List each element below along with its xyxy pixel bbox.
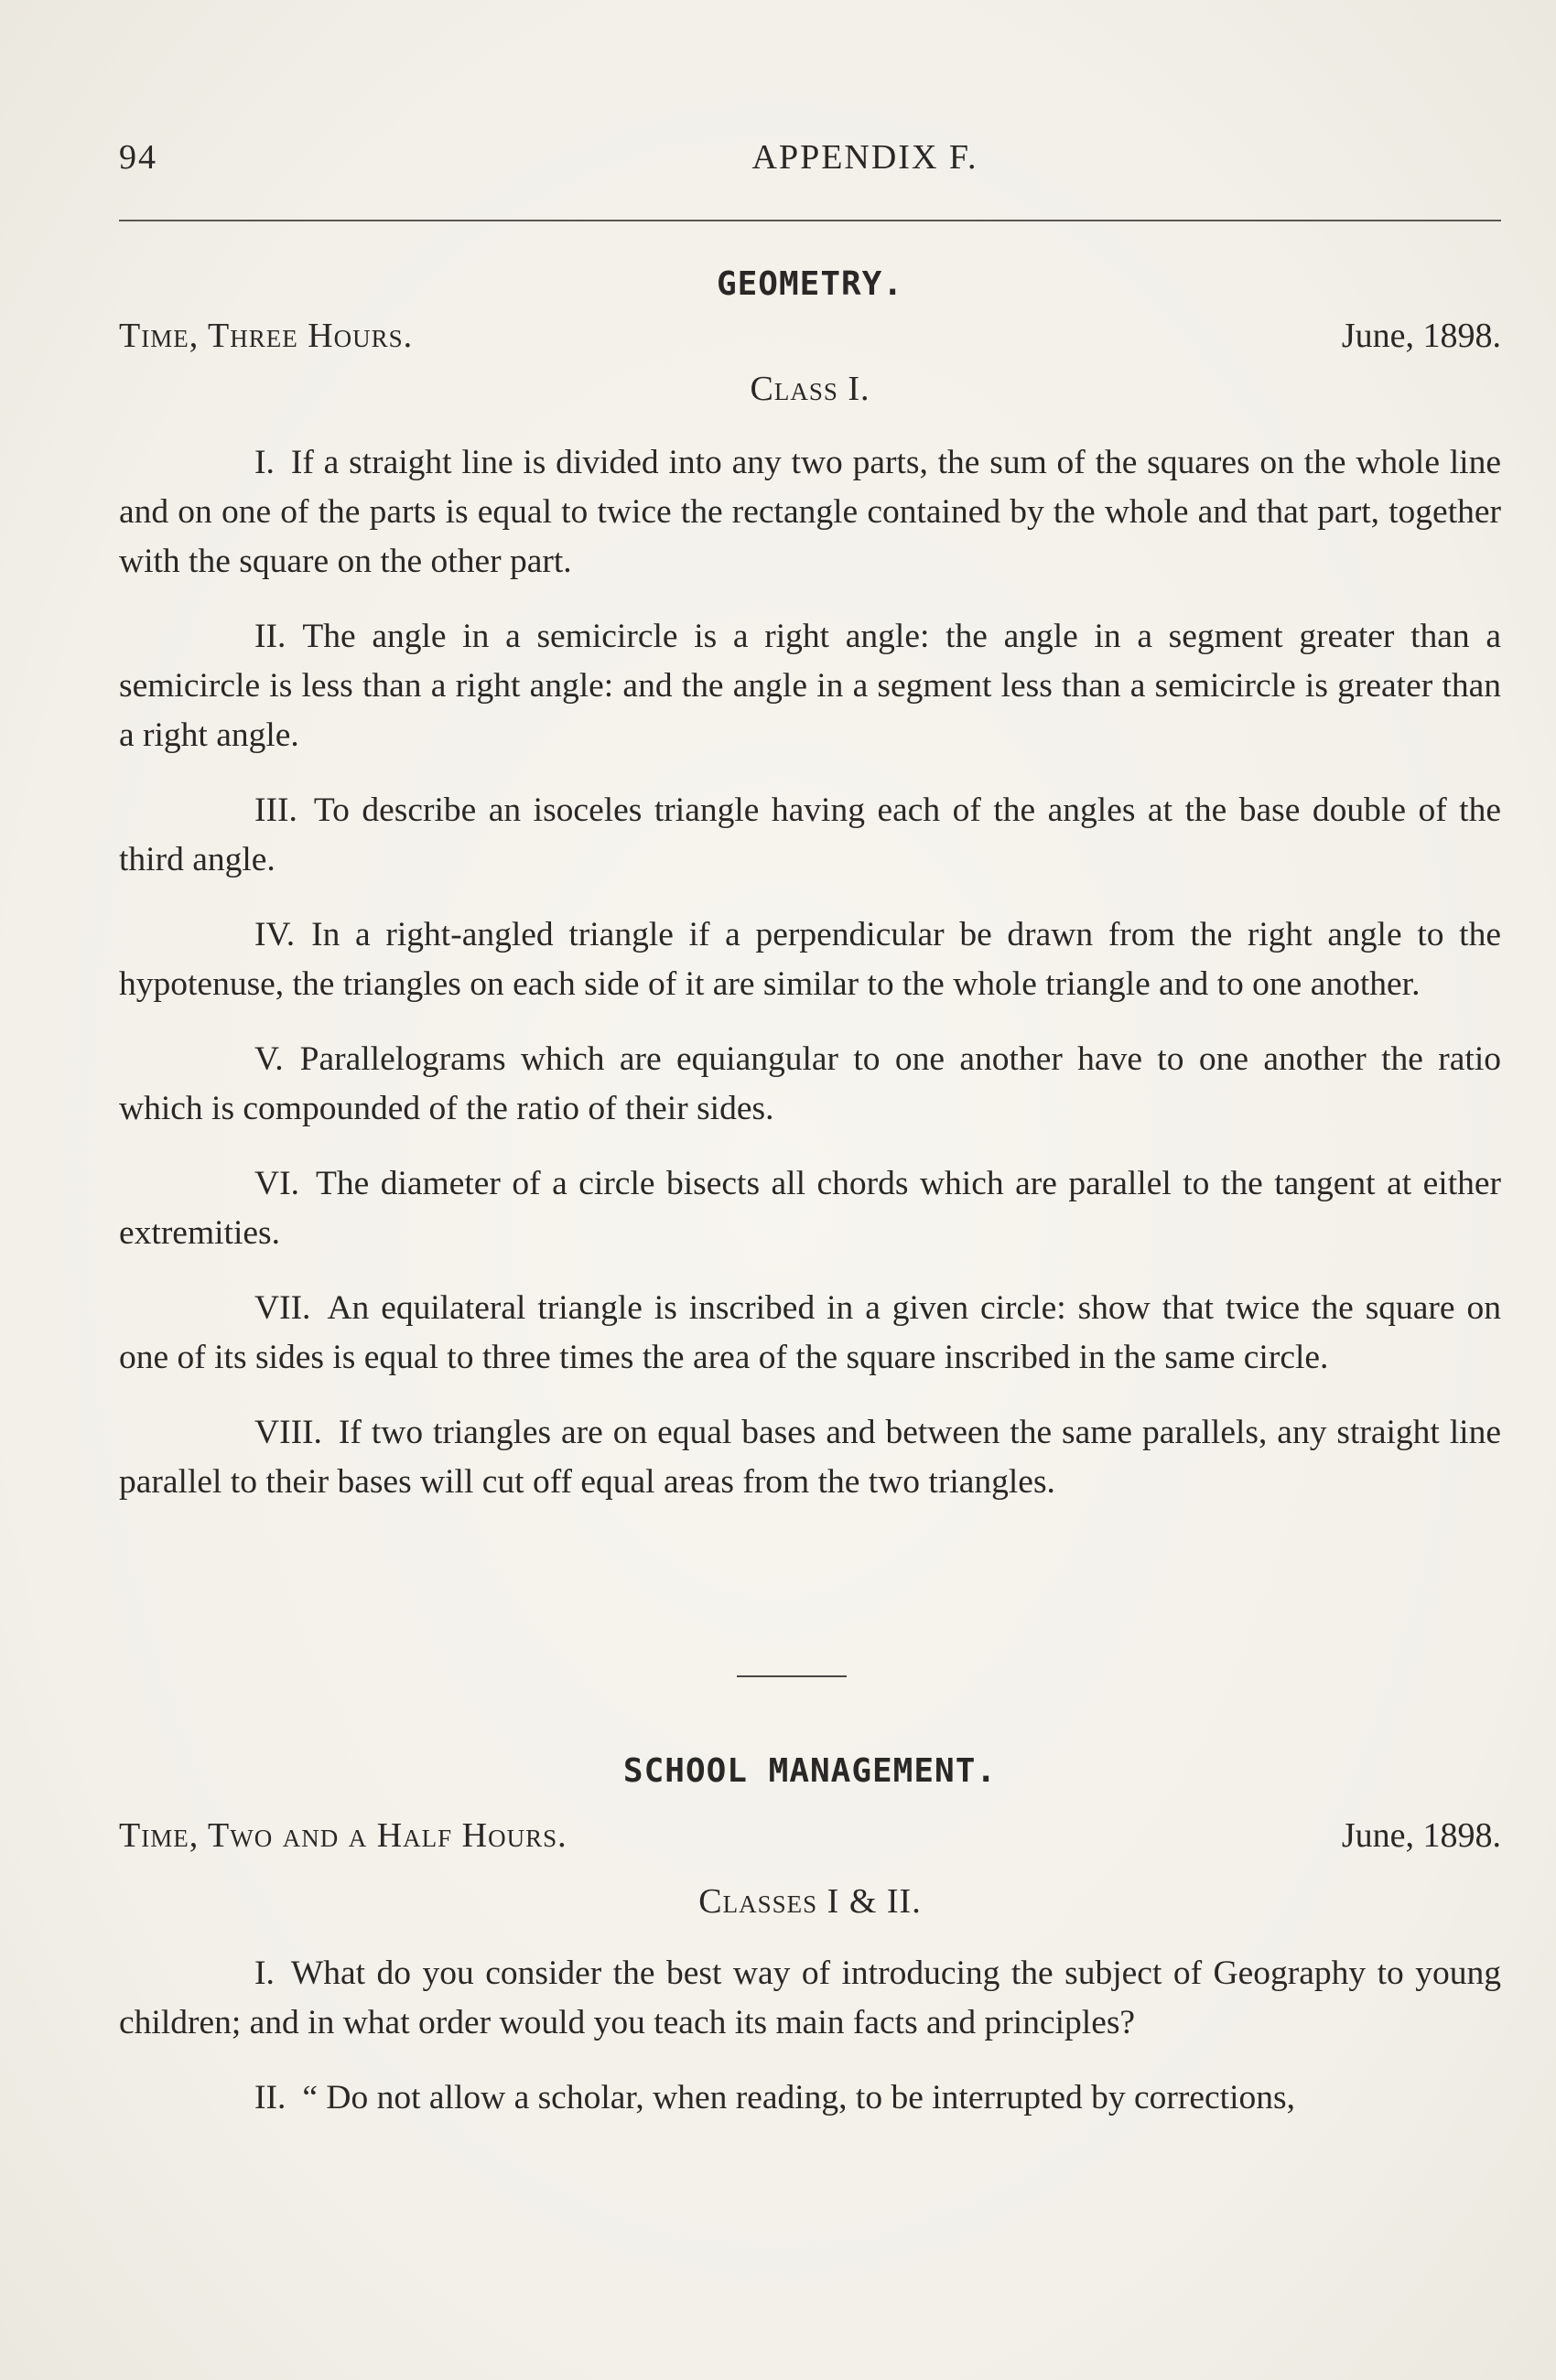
question xyxy=(119,438,1501,587)
question-text: Parallelograms which are equiangular to one another have to one another the ratio which is compounded of the ratio of their sides. xyxy=(119,1040,1501,1127)
question-number: IV. xyxy=(254,916,296,953)
question-number: V. xyxy=(254,1040,284,1078)
exam-duration: Time, Two and a Half Hours. xyxy=(119,1816,567,1855)
question xyxy=(119,1949,1501,2048)
question-text: An equilateral triangle is inscribed in a given circle: show that twice the square on one of its sides is equal to three times the area of the square inscribed in the same circle. xyxy=(119,1289,1501,1376)
question-text: If two triangles are on equal bases and between the same parallels, any straight line parallel to their bases will cut off equal areas from the two triangles. xyxy=(119,1414,1501,1501)
school-management-section xyxy=(119,1746,1501,2148)
question-number: VIII. xyxy=(254,1414,322,1451)
section-title: GEOMETRY. xyxy=(716,265,904,303)
question xyxy=(119,1159,1501,1258)
question-text: To describe an isoceles triangle having each of the angles at the base double of the third angle. xyxy=(119,792,1501,878)
question-number: I. xyxy=(254,444,275,481)
question xyxy=(119,2073,1501,2123)
question-number: II. xyxy=(254,2079,286,2116)
question xyxy=(119,910,1501,1009)
question xyxy=(119,1035,1501,1134)
question xyxy=(119,1284,1501,1383)
question-number: III. xyxy=(254,792,297,829)
question-text: “ Do not allow a scholar, when reading, to be interrupted by corrections, xyxy=(302,2079,1295,2116)
exam-date: June, 1898. xyxy=(1341,317,1501,355)
running-head xyxy=(119,137,1501,192)
geometry-section xyxy=(119,259,1501,1533)
exam-duration: Time, Three Hours. xyxy=(119,317,414,355)
section-divider xyxy=(737,1675,847,1677)
exam-meta xyxy=(119,310,1501,361)
question-text: What do you consider the best way of introducing the subject of Geography to young children; and in what order would you teach its main facts and principles? xyxy=(119,1955,1501,2041)
running-title: APPENDIX F. xyxy=(751,138,978,177)
question-text: The diameter of a circle bisects all chords which are parallel to the tangent at either extremities. xyxy=(119,1165,1501,1252)
question-number: II. xyxy=(254,618,286,655)
page-number: 94 xyxy=(119,138,157,177)
question-number: VII. xyxy=(254,1289,311,1327)
question-text: If a straight line is divided into any two parts, the sum of the squares on the whole line and on one of the parts is equal to twice the rectangle contained by the whole and that part, together with the square on the other part. xyxy=(119,444,1501,580)
exam-date: June, 1898. xyxy=(1341,1816,1501,1855)
question xyxy=(119,786,1501,885)
question xyxy=(119,612,1501,760)
section-title: SCHOOL MANAGEMENT. xyxy=(622,1752,998,1790)
question-number: VI. xyxy=(254,1165,299,1202)
question-number: I. xyxy=(254,1955,275,1992)
class-label: Classes I & II. xyxy=(698,1882,922,1921)
header-rule xyxy=(119,220,1501,221)
question xyxy=(119,1408,1501,1507)
exam-meta xyxy=(119,1810,1501,1861)
class-label: Class I. xyxy=(750,370,870,408)
question-text: In a right-angled triangle if a perpendicular be drawn from the right angle to the hypotenuse, the triangles on each side of it are similar to the whole triangle and to one another. xyxy=(119,916,1501,1003)
question-text: The angle in a semicircle is a right angle: the angle in a segment greater than a semicircle is less than a right angle: and the angle in a segment less than a semicircle is greater than a right angle. xyxy=(119,618,1501,754)
